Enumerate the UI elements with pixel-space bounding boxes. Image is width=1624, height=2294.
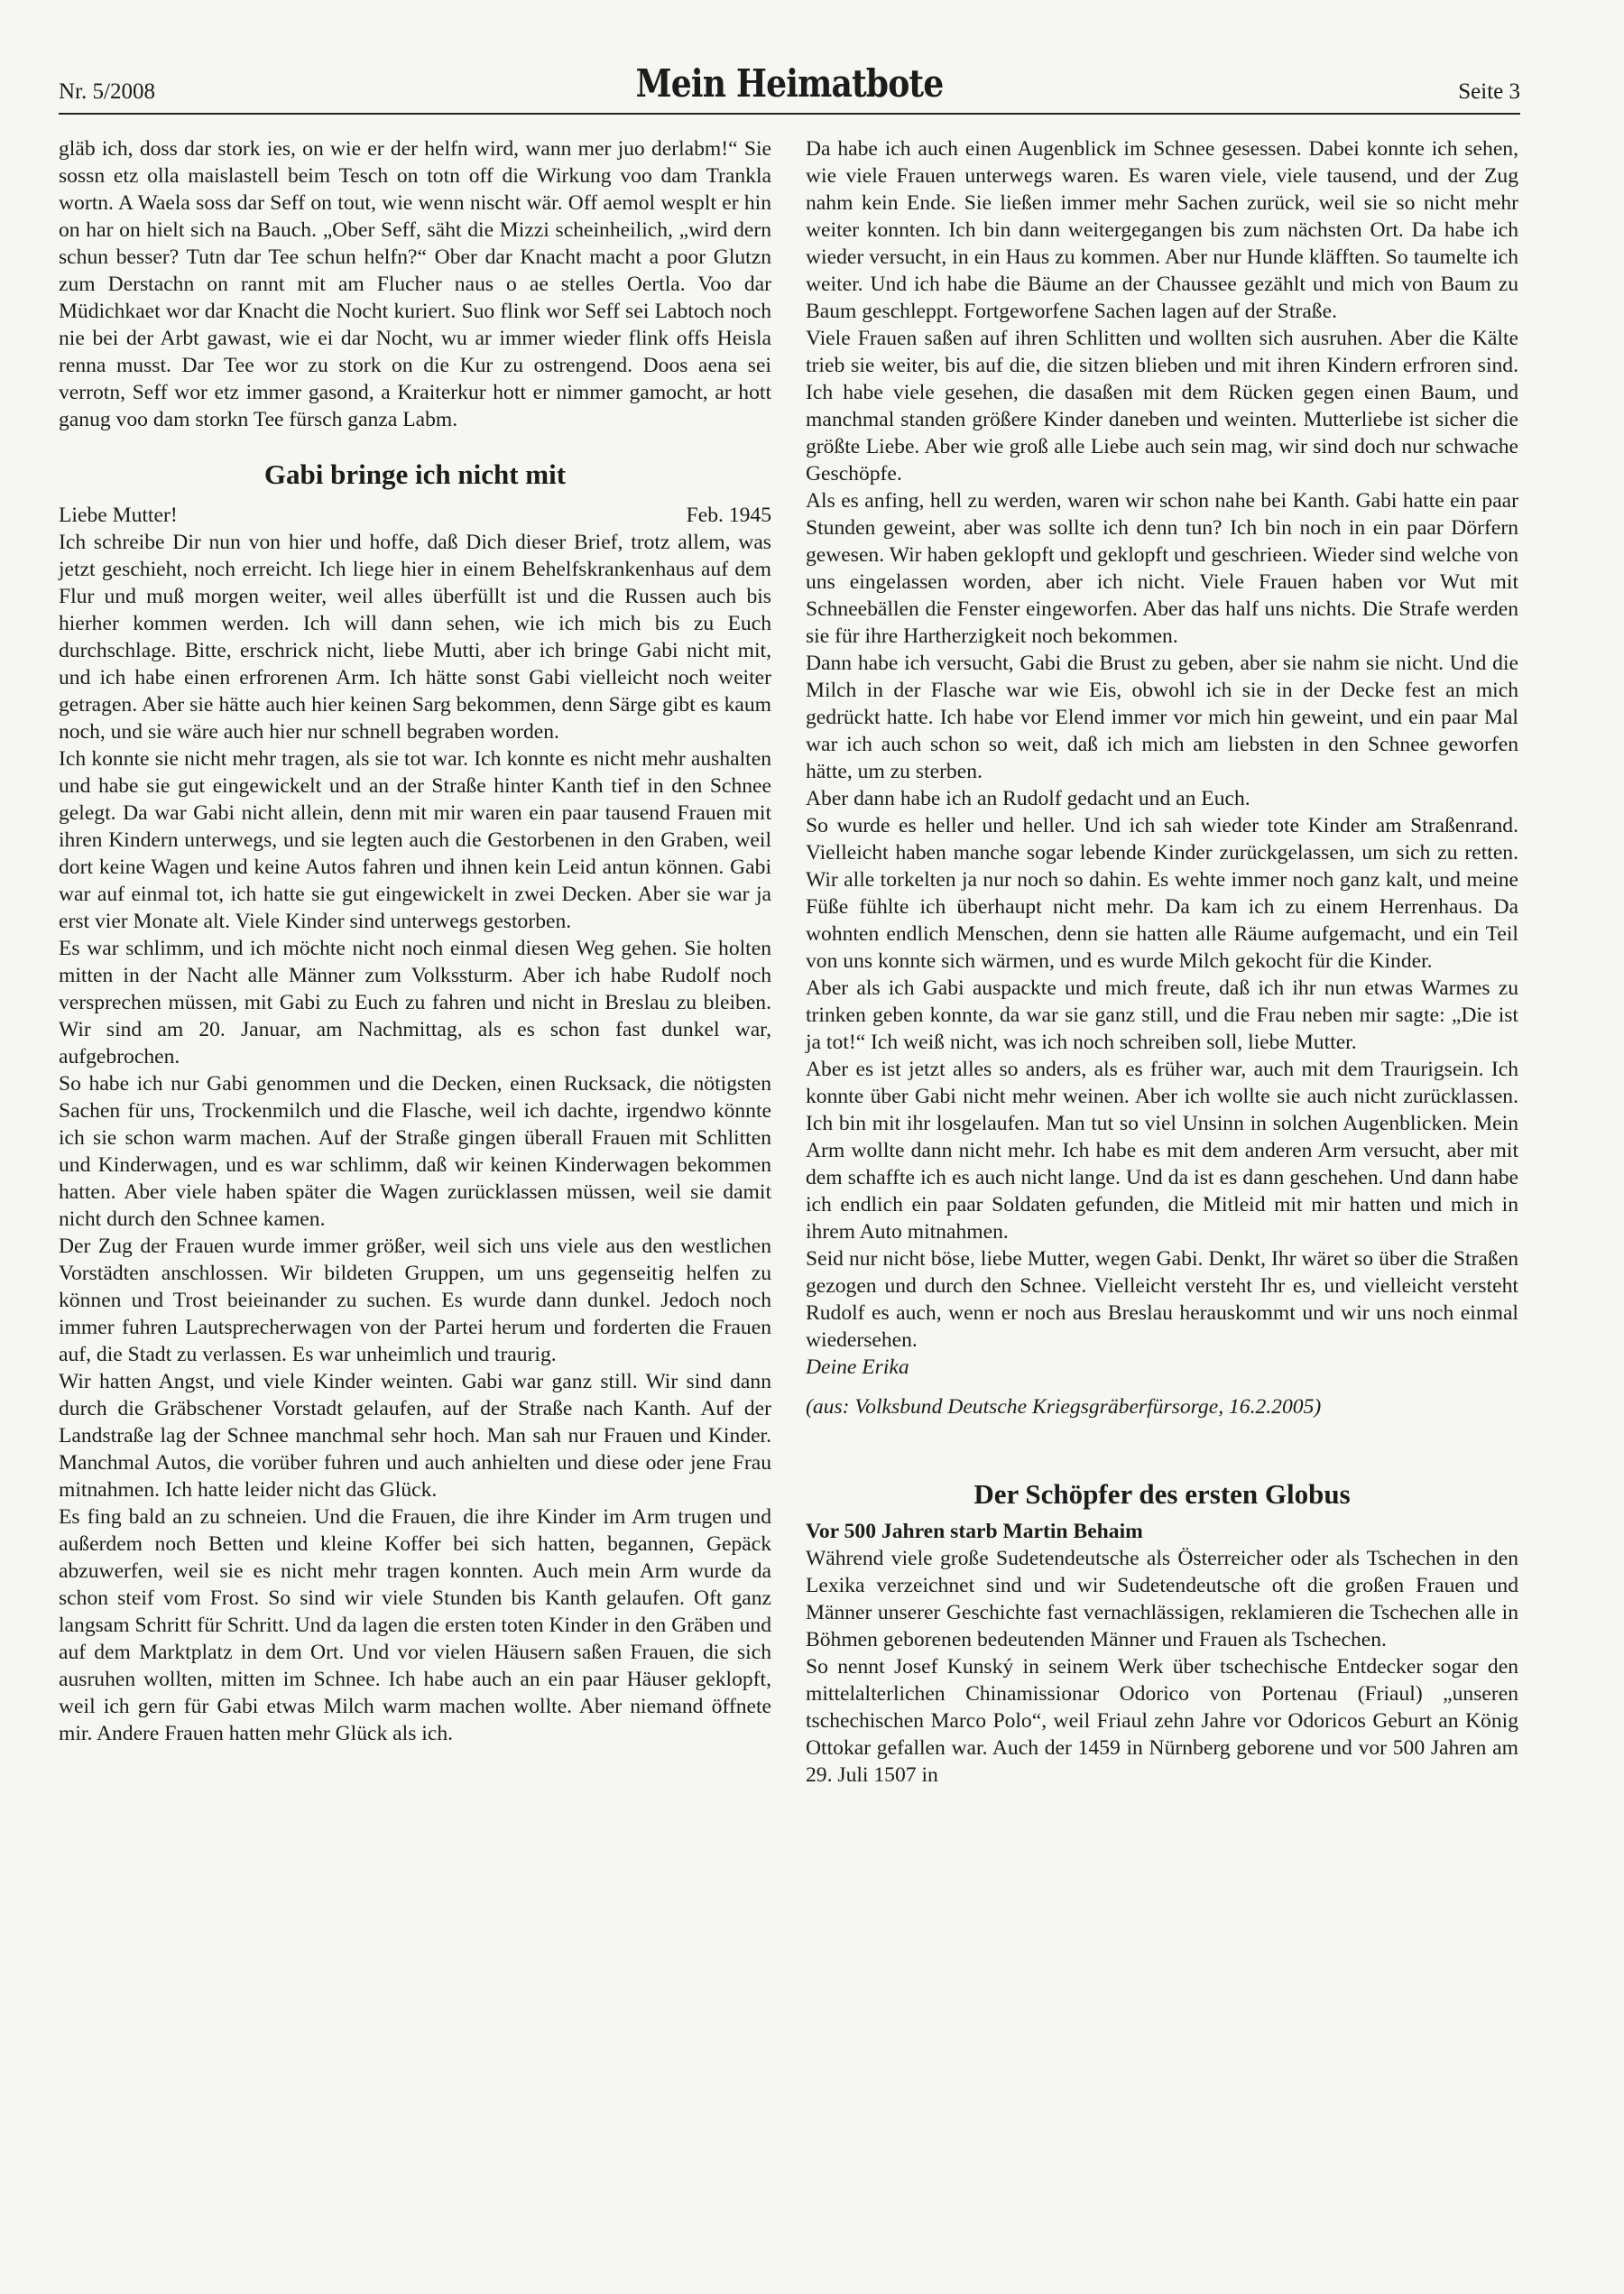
page-header	[59, 54, 1520, 115]
article2-subtitle: Vor 500 Jahren starb Martin Behaim	[806, 1520, 1143, 1543]
paragraph: Ich schreibe Dir nun von hier und hoffe, daß Dich dieser Brief, trotz allem, was jetzt geschieht, noch erreicht. Ich liege hier in einem Behelfskrankenhaus auf dem Flur und muß morgen weiter, weil alles überfüllt ist und die Russen auch bis hierher kommen werden. Ich will dann sehen, wie ich mich bis zu Euch durchschlage. Bitte, erschrick nicht, liebe Mutti, aber ich bringe Gabi nicht mit, und ich habe einen erfrorenen Arm. Ich hätte sonst Gabi vielleicht noch weiter getragen. Aber sie hätte auch hier keinen Sarg bekommen, denn Särge gibt es kaum noch, und sie wäre auch hier nur schnell begraben worden.	[59, 531, 771, 744]
paragraph: So habe ich nur Gabi genommen und die Decken, einen Rucksack, die nötigsten Sachen für uns, Trockenmilch und die Flasche, weil ich dachte, irgendwo könnte ich sie schon warm machen. Auf der Straße gingen überall Frauen mit Schlitten und Kinderwagen, und es war schlimm, daß wir keinen Kinderwagen bekommen hatten. Aber viele haben später die Wagen zurücklassen müssen, weil sie damit nicht durch den Schnee kamen.	[59, 1072, 771, 1231]
paragraph: Wir hatten Angst, und viele Kinder weinten. Gabi war ganz still. Wir sind dann durch die Gräbschener Vorstadt gelaufen, auf der Straße nach Kanth. Auf der Landstraße lag der Schnee manchmal sehr hoch. Man sah nur Frauen und Kinder. Manchmal Autos, die vorüber fuhren und auch anhielten und diese oder jene Frau mitnahmen. Ich hatte leider nicht das Glück.	[59, 1370, 771, 1502]
letter-salutation-line	[59, 502, 771, 529]
article-title: Gabi bringe ich nicht mit	[263, 458, 567, 490]
dialect-story-ending: gläb ich, doss dar stork ies, on wie er der helfn wird, wann mer juo derlabm!“ Sie sossn etz olla maislastell beim Tesch on totn off die Wirkung voo dam Trankla wortn. A Waela soss dar Seff on tout, wie wenn nischt wär. Off aemol wesplt er hin on har on hielt sich na Bauch. „Ober Seff, säht die Mizzi scheinheilich, „wird dern schun besser? Tutn dar Tee schun helfn?“ Ober dar Knacht macht a poor Glutzn zum Derstachn on rannt mit am Flucher naus o ae stelles Oertla. Voo dar Müdichkaet wor dar Knacht die Nocht kuriert. Suo flink wor Seff sei Labtoch noch nie bei der Arbt gawast, wie ei dar Nocht, wu ar immer wieder flink offs Heisla renna musst. Dar Tee wor zu stork on die Kur zu ostrengend. Doos aena sei verrotn, Seff wor etz immer gasond, a Kraiterkur hott er nimmer gamocht, ar hott ganug voo dam storkn Tee fürsch ganza Labm.	[59, 137, 771, 431]
paragraph: Es war schlimm, und ich möchte nicht noch einmal diesen Weg gehen. Sie holten mitten in der Nacht alle Männer zum Volkssturm. Aber ich habe Rudolf noch versprechen müssen, mit Gabi zu Euch zu fahren und nicht in Breslau zu bleiben. Wir sind am 20. Januar, am Nachmittag, als es schon fast dunkel war, aufgebrochen.	[59, 937, 771, 1068]
paragraph: Dann habe ich versucht, Gabi die Brust zu geben, aber sie nahm sie nicht. Und die Milch in der Flasche war wie Eis, obwohl ich sie in der Decke fest an mich gedrückt hatte. Ich habe vor Elend immer vor mich hin geweint, und ein paar Mal war ich auch schon so weit, daß ich mich am liebsten in den Schnee geworfen hätte, um zu sterben.	[806, 652, 1518, 783]
issue-number: Nr. 5/2008	[59, 79, 155, 104]
paragraph: Da habe ich auch einen Augenblick im Schnee gesessen. Dabei konnte ich sehen, wie viele Frauen unterwegs waren. Es waren viele, viele tausend, und der Zug nahm kein Ende. Sie ließen immer mehr Sachen zurück, weil sie so nicht mehr weiter konnten. Ich bin dann weitergegangen bis zum nächsten Ort. Da habe ich wieder versucht, in ein Haus zu kommen. Aber nur Hunde kläfften. So taumelte ich weiter. Und ich habe die Bäume an der Chaussee gezählt und mich von Baum zu Baum geschleppt. Fortgeworfene Sachen lagen auf der Straße.	[806, 137, 1518, 323]
letter-date: Feb. 1945	[686, 504, 771, 527]
paragraph: Während viele große Sudetendeutsche als Österreicher oder als Tschechen in den Lexika verzeichnet sind und wir Sudetendeutsche oft die großen Frauen und Männer unserer Geschichte fast vernachlässigen, reklamieren die Tschechen alle in Böhmen geborenen bedeutenden Männer und Frauen als Tschechen.	[806, 1547, 1518, 1651]
article2-title: Der Schöpfer des ersten Globus	[973, 1478, 1351, 1510]
paragraph: Als es anfing, hell zu werden, waren wir schon nahe bei Kanth. Gabi hatte ein paar Stunden geweint, aber was sollte ich denn tun? Ich bin noch in ein paar Dörfern gewesen. Wir haben geklopft und geklopft und geschrieen. Wieder sind welche von uns eingelassen worden, aber ich nicht. Viele Frauen haben vor Wut mit Schneebällen die Fenster eingeworfen. Aber das half uns nichts. Die Strafe werden sie für ihre Hartherzigkeit noch bekommen.	[806, 489, 1518, 648]
signature: Deine Erika	[806, 1355, 909, 1379]
paragraph: So nennt Josef Kunský in seinem Werk über tschechische Entdecker sogar den mittelalterlichen Chinamissionar Odorico von Portenau (Friaul) „unseren tschechischen Marco Polo“, weil Friaul zehn Jahre vor Odoricos Geburt an König Ottokar gefallen war. Auch der 1459 in Nürnberg geborene und vor 500 Jahren am 29. Juli 1507 in	[806, 1655, 1518, 1787]
paragraph: Viele Frauen saßen auf ihren Schlitten und wollten sich ausruhen. Aber die Kälte trieb sie weiter, bis auf die, die sitzen blieben und mit ihren Kindern erfroren sind. Ich habe viele gesehen, die dasaßen mit dem Rücken gegen einen Baum, und manchmal standen größere Kinder daneben und weinten. Mutterliebe ist sicher die größte Liebe. Aber wie groß alle Liebe auch sein mag, wir sind doch nur schwache Geschöpfe.	[806, 327, 1518, 486]
left-column	[59, 135, 771, 1747]
paragraph: So wurde es heller und heller. Und ich sah wieder tote Kinder am Straßenrand. Vielleicht haben manche sogar lebende Kinder zurückgelassen, um sich zu retten. Wir alle torkelten ja nur noch so dahin. Es wehte immer noch ganz kalt, und meine Füße fühlte ich überhaupt nicht mehr. Da kam ich zu einem Herrenhaus. Da wohnten endlich Menschen, denn sie hatten alle Räume aufgemacht, und ein Teil von uns konnte sich wärmen, und es wurde Milch gekocht für die Kinder.	[806, 814, 1518, 973]
paragraph: Aber dann habe ich an Rudolf gedacht und an Euch.	[806, 787, 1250, 810]
salutation: Liebe Mutter!	[59, 504, 178, 527]
source-citation: (aus: Volksbund Deutsche Kriegsgräberfürsorge, 16.2.2005)	[806, 1395, 1322, 1419]
paragraph: Aber es ist jetzt alles so anders, als es früher war, auch mit dem Traurigsein. Ich konnte über Gabi nicht mehr weinen. Aber ich wollte sie auch nicht zurücklassen. Ich bin mit ihr losgelaufen. Man tut so viel Unsinn in solchen Augenblicken. Mein Arm wollte dann nicht mehr. Ich habe es mit dem anderen Arm versucht, aber mit dem schaffte ich es auch nicht lange. Und da ist es dann geschehen. Und dann habe ich endlich ein paar Soldaten gefunden, die Mitleid mit mir hatten und mich in ihrem Auto mitnahmen.	[806, 1058, 1518, 1244]
paragraph: Es fing bald an zu schneien. Und die Frauen, die ihre Kinder im Arm trugen und außerdem noch Betten und kleine Koffer bei sich hatten, begannen, Gepäck abzuwerfen, weil sie es nicht mehr tragen konnten. Auch mein Arm wurde da schon steif vom Frost. So sind wir viele Stunden bis Kanth gelaufen. Oft ganz langsam Schritt für Schritt. Und da lagen die ersten toten Kinder in den Gräben und auf dem Marktplatz in dem Ort. Und vor vielen Häusern saßen Frauen, die sich ausruhen wollten, mitten im Schnee. Ich habe auch an ein paar Häuser geklopft, weil ich gern für Gabi etwas Milch warm machen wollte. Aber niemand öffnete mir. Andere Frauen hatten mehr Glück als ich.	[59, 1505, 771, 1745]
paragraph: Seid nur nicht böse, liebe Mutter, wegen Gabi. Denkt, Ihr wäret so über die Straßen gezogen und durch den Schnee. Vielleicht versteht Ihr es, und vielleicht versteht Rudolf es auch, wenn er noch aus Breslau herauskommt und wir uns noch einmal wiedersehen.	[806, 1247, 1518, 1352]
paragraph: Ich konnte sie nicht mehr tragen, als sie tot war. Ich konnte es nicht mehr aushalten und habe sie gut eingewickelt und an der Straße hinter Kanth tief in den Schnee gelegt. Da war Gabi nicht allein, denn mit mir waren ein paar tausend Frauen mit ihren Kindern unterwegs, und sie legten auch die Gestorbenen in den Graben, weil dort keine Wagen und keine Autos fahren und ihnen kein Leid antun können. Gabi war auf einmal tot, ich hatte sie gut eingewickelt in zwei Decken. Aber sie war ja erst vier Monate alt. Viele Kinder sind unterwegs gestorben.	[59, 747, 771, 933]
paragraph: Aber als ich Gabi auspackte und mich freute, daß ich ihr nun etwas Warmes zu trinken geben konnte, da war sie ganz still, und die Frau neben mir sagte: „Die ist ja tot!“ Ich weiß nicht, was ich noch schreiben soll, liebe Mutter.	[806, 976, 1518, 1054]
paragraph: Der Zug der Frauen wurde immer größer, weil sich uns viele aus den westlichen Vorstädten anschlossen. Wir bildeten Gruppen, um uns gegenseitig helfen zu können und Trost beieinander zu suchen. Es wurde dann dunkel. Jedoch noch immer fuhren Lautsprecherwagen von der Partei herum und forderten die Frauen auf, die Stadt zu verlassen. Es war unheimlich und traurig.	[59, 1235, 771, 1366]
page-number: Seite 3	[1458, 79, 1520, 104]
masthead-logo: Mein Heimatbote	[635, 61, 944, 106]
right-column	[806, 135, 1518, 1789]
